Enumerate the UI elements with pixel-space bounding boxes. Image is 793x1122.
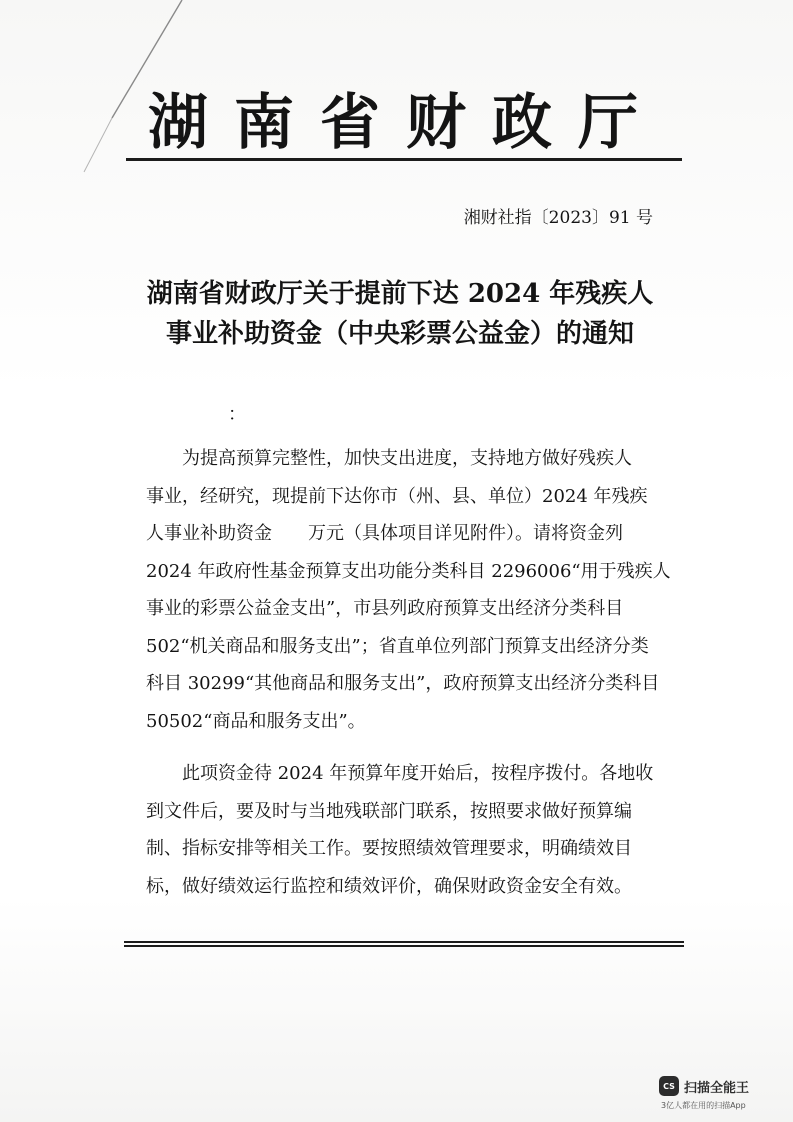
body-line: 制、指标安排等相关工作。要按照绩效管理要求，明确绩效目 <box>146 838 632 859</box>
document-number: 湘财社指〔2023〕91 号 <box>463 208 653 228</box>
letterhead-org-name: 湖南省财政厅 <box>148 88 664 158</box>
body-line: 事业，经研究，现提前下达你市（州、县、单位）2024 年残疾 <box>146 485 648 507</box>
paragraph-1 <box>146 440 671 740</box>
scanner-watermark <box>659 1075 777 1111</box>
title-line-1: 湖南省财政厅关于提前下达 2024 年残疾人 <box>146 279 654 309</box>
title-line-2: 事业补助资金（中央彩票公益金）的通知 <box>165 319 634 349</box>
paragraph-2 <box>146 755 666 905</box>
body-line: 人事业补助资金 万元（具体项目详见附件）。请将资金列 <box>146 523 623 544</box>
document-title <box>110 274 690 354</box>
body-line: 502“机关商品和服务支出”；省直单位列部门预算支出经济分类 <box>146 635 649 657</box>
salutation: ： <box>228 404 246 425</box>
body-line: 为提高预算完整性，加快支出进度，支持地方做好残疾人 <box>182 448 632 469</box>
body-line: 科目 30299“其他商品和服务支出”，政府预算支出经济分类科目 <box>146 673 660 694</box>
footer-double-rule <box>124 941 684 947</box>
document-body <box>146 440 671 905</box>
body-line: 标，做好绩效运行监控和绩效评价，确保财政资金安全有效。 <box>146 875 632 897</box>
watermark-app-name: 扫描全能王 <box>684 1080 750 1096</box>
body-line: 此项资金待 2024 年预算年度开始后，按程序拨付。各地收 <box>182 763 654 784</box>
letterhead-red-rule <box>126 158 682 161</box>
body-line: 2024 年政府性基金预算支出功能分类科目 2296006“用于残疾人 <box>146 560 671 582</box>
body-line: 到文件后，要及时与当地残联部门联系，按照要求做好预算编 <box>146 800 632 822</box>
camscanner-logo-icon: CS <box>659 1076 679 1096</box>
watermark-tagline: 3亿人都在用的扫描App <box>661 1101 746 1110</box>
body-line: 50502“商品和服务支出”。 <box>146 710 366 732</box>
body-line: 事业的彩票公益金支出”，市县列政府预算支出经济分类科目 <box>146 598 624 619</box>
